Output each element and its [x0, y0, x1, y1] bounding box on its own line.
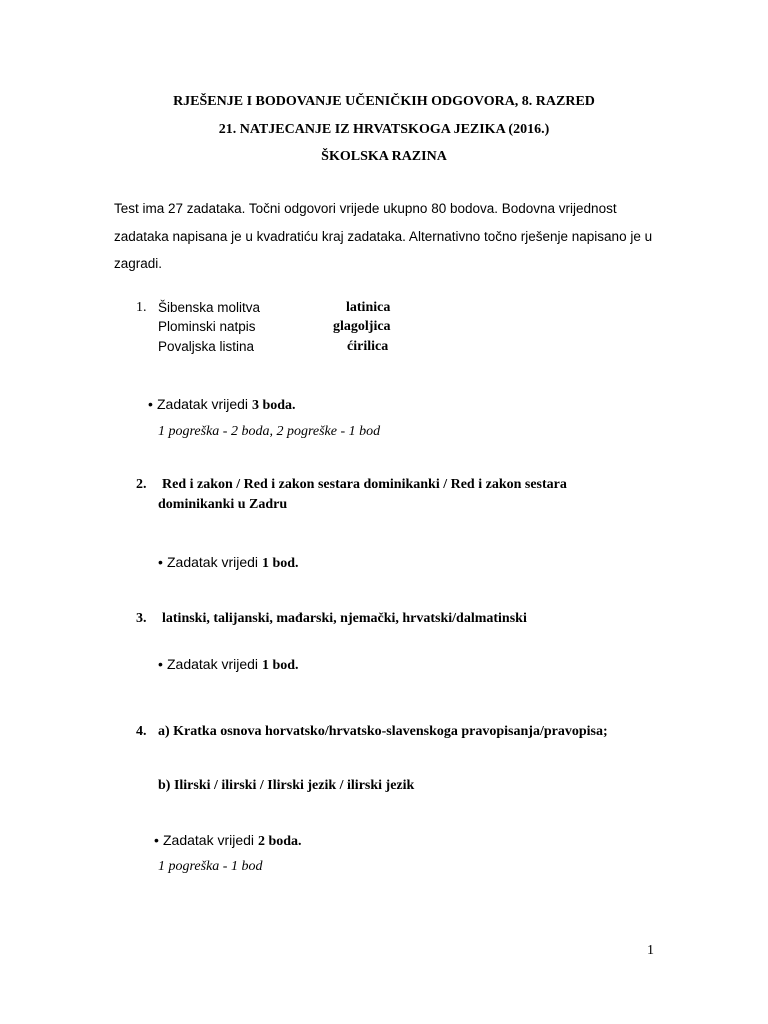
document-title-line3: ŠKOLSKA RAZINA [321, 149, 447, 164]
task4-number: 4. [136, 724, 147, 739]
task1-note: 1 pogreška - 2 boda, 2 pogreške - 1 bod [158, 424, 381, 439]
task3-score [158, 656, 299, 674]
task1-number: 1. [136, 300, 147, 315]
bullet-icon: • [158, 656, 163, 672]
task2-answer-line1: Red i zakon / Red i zakon sestara dominikanki / Red i zakon sestara [162, 477, 567, 492]
task4-answer-b: b) Ilirski / ilirski / Ilirski jezik / ilirski jezik [158, 778, 415, 793]
task1-term-3: Povaljska listina [158, 339, 255, 354]
task2-score [158, 554, 299, 572]
task1-score-value: 3 boda. [251, 398, 296, 413]
task4-score [154, 832, 302, 850]
task1-answer-1: latinica [346, 300, 391, 315]
page-number: 1 [647, 943, 654, 958]
task4-score-value: 2 boda. [257, 834, 302, 849]
task1-term-2: Plominski natpis [158, 319, 256, 334]
bullet-icon: • [154, 832, 159, 848]
task2-score-value: 1 bod. [261, 556, 299, 571]
task3-answer: latinski, talijanski, mađarski, njemački, hrvatski/dalmatinski [162, 611, 527, 626]
task1-answer-2: glagoljica [333, 319, 391, 334]
task2-answer-line2: dominikanki u Zadru [158, 497, 288, 512]
intro-line-2: zadataka napisana je u kvadratiću kraj zadataka. Alternativno točno rješenje napisano je u [114, 229, 653, 244]
document-title-line1: RJEŠENJE I BODOVANJE UČENIČKIH ODGOVORA, 8. RAZRED [173, 94, 595, 109]
intro-line-3: zagradi. [114, 256, 163, 271]
task1-score-prefix: Zadatak vrijedi [157, 396, 252, 412]
task3-number: 3. [136, 611, 147, 626]
task1-term-1: Šibenska molitva [158, 300, 261, 315]
task4-answer-a: a) Kratka osnova horvatsko/hrvatsko-slavenskoga pravopisanja/pravopisa; [158, 724, 608, 739]
task1-score [148, 396, 296, 414]
task3-score-prefix: Zadatak vrijedi [167, 656, 262, 672]
bullet-icon: • [158, 554, 163, 570]
task4-score-prefix: Zadatak vrijedi [163, 832, 258, 848]
bullet-icon: • [148, 396, 153, 412]
task4-note: 1 pogreška - 1 bod [158, 859, 263, 874]
task2-number: 2. [136, 477, 147, 492]
document-title-line2: 21. NATJECANJE IZ HRVATSKOGA JEZIKA (2016.) [218, 122, 550, 137]
task2-score-prefix: Zadatak vrijedi [167, 554, 262, 570]
task1-answer-3: ćirilica [347, 339, 389, 354]
intro-line-1: Test ima 27 zadataka. Točni odgovori vrijede ukupno 80 bodova. Bodovna vrijednost [114, 201, 617, 216]
task3-score-value: 1 bod. [261, 658, 299, 673]
